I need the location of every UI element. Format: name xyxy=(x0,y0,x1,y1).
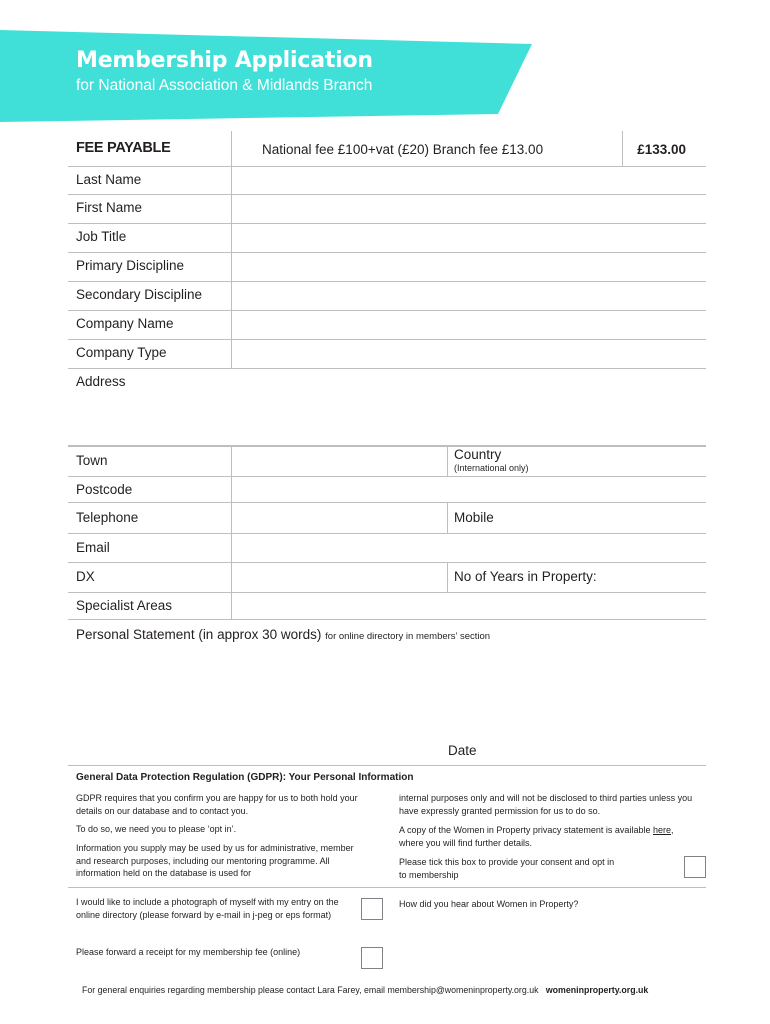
divider xyxy=(68,765,706,766)
divider xyxy=(68,887,706,888)
gdpr-heading: General Data Protection Regulation (GDPR): Your Personal Information xyxy=(76,772,414,783)
email-label: Email xyxy=(76,540,110,555)
company-type-field[interactable] xyxy=(232,340,706,368)
country-note: (International only) xyxy=(454,463,529,473)
privacy-statement-text: A copy of the Women in Property privacy statement is available here, where you will find further details. xyxy=(399,825,674,848)
address-row xyxy=(68,369,706,446)
telephone-field[interactable] xyxy=(232,503,447,533)
secondary-discipline-label: Secondary Discipline xyxy=(76,287,203,302)
footer xyxy=(82,985,648,995)
first-name-label: First Name xyxy=(76,200,143,215)
company-name-label: Company Name xyxy=(76,316,174,331)
town-field[interactable] xyxy=(232,447,447,476)
mobile-field[interactable] xyxy=(508,503,706,533)
postcode-field[interactable] xyxy=(232,477,706,502)
receipt-text: Please forward a receipt for my membership fee (online) xyxy=(76,947,301,957)
telephone-row xyxy=(68,503,706,534)
specialist-areas-row xyxy=(68,593,706,620)
consent-text: Please tick this box to provide your consent and opt in to membership xyxy=(399,857,615,880)
company-type-row xyxy=(68,340,706,369)
privacy-statement-link[interactable]: here xyxy=(652,825,671,835)
photo-text: I would like to include a photograph of myself with my entry on the online directory (please forward by e-mail in j-peg or eps format) xyxy=(76,897,339,920)
secondary-discipline-field[interactable] xyxy=(232,282,706,310)
town-row xyxy=(68,446,706,477)
job-title-row xyxy=(68,224,706,253)
secondary-discipline-row xyxy=(68,282,706,311)
dx-row xyxy=(68,563,706,593)
specialist-areas-label: Specialist Areas xyxy=(76,598,173,613)
company-type-label: Company Type xyxy=(76,345,167,360)
postcode-row xyxy=(68,477,706,503)
company-name-row xyxy=(68,311,706,340)
photo-checkbox[interactable] xyxy=(361,898,383,920)
footer-text: For general enquiries regarding membership please contact Lara Farey, email membership@womeninproperty.org.uk xyxy=(82,985,539,995)
fee-row xyxy=(68,131,706,167)
date-field[interactable] xyxy=(500,740,706,764)
form-subtitle: for National Association & Midlands Branch xyxy=(76,77,373,94)
primary-discipline-row xyxy=(68,253,706,282)
country-field[interactable] xyxy=(568,447,706,476)
consent-checkbox[interactable] xyxy=(684,856,706,878)
last-name-row xyxy=(68,167,706,195)
email-field[interactable] xyxy=(232,534,706,562)
dx-field[interactable] xyxy=(232,563,447,592)
gdpr-text-3: Information you supply may be used by us for administrative, member and research purposes, including our mentoring programme. All information held on the database is used for xyxy=(76,843,354,878)
dx-label: DX xyxy=(76,569,95,584)
fee-description: National fee £100+vat (£20) Branch fee £13.00 xyxy=(262,142,544,157)
header-banner xyxy=(0,0,770,130)
personal-statement-note: for online directory in members’ section xyxy=(325,631,491,642)
hear-about-field[interactable] xyxy=(399,914,706,972)
gdpr-text-1: GDPR requires that you confirm you are happy for us to both hold your details on our database and to contact you. xyxy=(76,793,358,816)
primary-discipline-label: Primary Discipline xyxy=(76,258,185,273)
form-title: Membership Application xyxy=(76,48,373,73)
mobile-label: Mobile xyxy=(454,510,494,525)
fee-amount: £133.00 xyxy=(637,142,686,157)
personal-statement-field[interactable] xyxy=(68,648,706,740)
first-name-row xyxy=(68,195,706,224)
town-label: Town xyxy=(76,453,108,468)
personal-statement-label: Personal Statement (in approx 30 words) xyxy=(76,627,322,642)
address-field[interactable] xyxy=(232,369,706,445)
address-label: Address xyxy=(76,374,126,389)
hear-about-label: How did you hear about Women in Property? xyxy=(399,899,579,909)
email-row xyxy=(68,534,706,563)
gdpr-text-2: To do so, we need you to please ‘opt in’. xyxy=(76,824,237,834)
years-in-property-field[interactable] xyxy=(608,563,706,592)
postcode-label: Postcode xyxy=(76,482,133,497)
specialist-areas-field[interactable] xyxy=(232,593,706,619)
gdpr-text-4: internal purposes only and will not be disclosed to third parties unless you have expressly granted permission for us to do so. xyxy=(399,793,693,816)
website-link[interactable]: womeninproperty.org.uk xyxy=(545,985,649,995)
primary-discipline-field[interactable] xyxy=(232,253,706,281)
date-label: Date xyxy=(448,743,477,758)
job-title-field[interactable] xyxy=(232,224,706,252)
telephone-label: Telephone xyxy=(76,510,139,525)
personal-statement-heading xyxy=(76,627,490,642)
last-name-field[interactable] xyxy=(232,167,706,194)
receipt-checkbox[interactable] xyxy=(361,947,383,969)
job-title-label: Job Title xyxy=(76,229,127,244)
years-in-property-label: No of Years in Property: xyxy=(454,569,597,584)
last-name-label: Last Name xyxy=(76,172,142,187)
company-name-field[interactable] xyxy=(232,311,706,339)
country-label: Country xyxy=(454,447,502,462)
fee-payable-label: FEE PAYABLE xyxy=(76,140,171,156)
first-name-field[interactable] xyxy=(232,195,706,223)
